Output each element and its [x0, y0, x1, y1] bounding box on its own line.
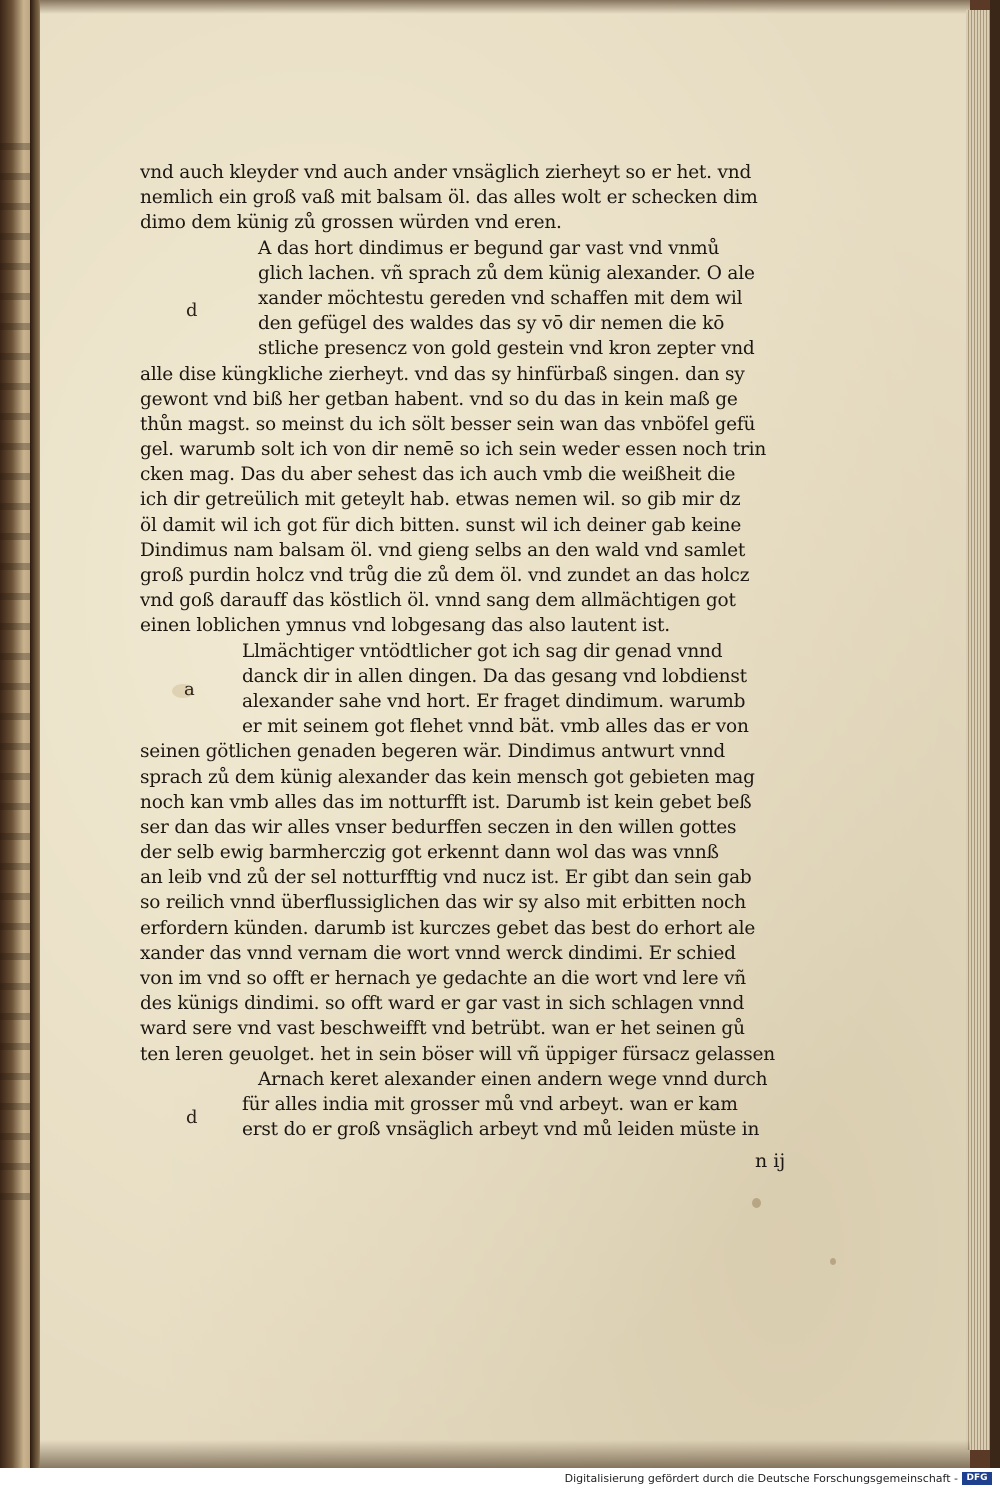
- text-line: einen loblichen ymnus vnd lobgesang das also lautent ist.: [140, 615, 670, 637]
- text-line: alle dise küngkliche zierheyt. vnd das sy hinfürbaß singen. dan sy: [140, 363, 745, 385]
- previous-page-text-fragments: [0, 140, 30, 1200]
- dfg-logo: DFG: [962, 1472, 992, 1485]
- text-line: ich dir getreülich mit geteylt hab. etwas nemen wil. so gib mir dz: [140, 489, 741, 511]
- text-line: vnd auch kleyder vnd auch ander vnsäglich zierheyt so er het. vnd: [140, 162, 752, 183]
- guide-letter: d: [186, 300, 198, 321]
- cover-edge: [990, 0, 1000, 1468]
- text-line: des künigs dindimi. so offt ward er gar vast in sich schlagen vnnd: [140, 993, 745, 1015]
- text-line: Llmächtiger vntödtlicher got ich sag dir genad vnnd: [242, 640, 723, 662]
- text-line: Dindimus nam balsam öl. vnd gieng selbs an den wald vnd samlet: [140, 539, 746, 561]
- text-line: alexander sahe vnd hort. Er fraget dindimum. warumb: [242, 690, 746, 712]
- text-line: A das hort dindimus er begund gar vast vnd vnmů: [258, 237, 720, 259]
- text-line: sprach zů dem künig alexander das kein mensch got gebieten mag: [140, 766, 755, 788]
- text-line: an leib vnd zů der sel notturfftig vnd nucz ist. Er gibt dan sein gab: [140, 867, 752, 889]
- text-line: Arnach keret alexander einen andern wege vnnd durch: [258, 1068, 768, 1090]
- text-line: öl damit wil ich got für dich bitten. sunst wil ich deiner gab keine: [140, 514, 742, 536]
- text-line: ser dan das wir alles vnser bedurffen seczen in den willen gottes: [140, 816, 737, 838]
- text-line: erfordern künden. darumb ist kurczes gebet das best do erhort ale: [140, 917, 756, 939]
- guide-letter: a: [184, 679, 195, 700]
- text-line: erst do er groß vnsäglich arbeyt vnd mů leiden müste in: [242, 1119, 760, 1141]
- page-top-shadow: [40, 0, 970, 14]
- text-line: er mit seinem got flehet vnnd bät. vmb alles das er von: [242, 716, 749, 738]
- text-line: glich lachen. vñ sprach zů dem künig alexander. O ale: [258, 262, 755, 284]
- text-line: xander das vnnd vernam die wort vnnd werck dindimi. Er schied: [140, 942, 736, 964]
- guide-letter: d: [186, 1107, 198, 1128]
- text-line: cken mag. Das du aber sehest das ich auch vmb die weißheit die: [140, 464, 736, 486]
- text-line: den gefügel des waldes das sy vō dir nemen die kō: [258, 313, 725, 335]
- text-line: groß purdin holcz vnd trůg die zů dem öl. vnd zundet an das holcz: [140, 565, 750, 586]
- text-line: xander möchtestu gereden vnd schaffen mit dem wil: [258, 287, 743, 309]
- text-line: nemlich ein groß vaß mit balsam öl. das alles wolt er schecken dim: [140, 187, 758, 209]
- text-line: thůn magst. so meinst du ich sölt besser sein wan das vnböfel gefü: [140, 413, 756, 435]
- text-line: von im vnd so offt er hernach ye gedachte an die wort vnd lere vñ: [140, 968, 746, 989]
- previous-page-edge: [0, 0, 34, 1468]
- signature-mark: n ij: [755, 1150, 786, 1172]
- text-line: so reilich vnnd überflussiglichen das wir sy also mit erbitten noch: [140, 892, 746, 914]
- text-line: vnd goß darauff das köstlich öl. vnnd sang dem allmächtigen got: [140, 590, 736, 612]
- funding-credit: Digitalisierung gefördert durch die Deutsche Forschungsgemeinschaft -: [564, 1472, 958, 1485]
- text-line: für alles india mit grosser mů vnd arbeyt. wan er kam: [242, 1093, 738, 1115]
- text-line: noch kan vmb alles das im notturfft ist. Darumb ist kein gebet beß: [140, 791, 752, 813]
- text-line: danck dir in allen dingen. Da das gesang vnd lobdienst: [242, 665, 747, 687]
- text-line: seinen götlichen genaden begeren wär. Dindimus antwurt vnnd: [140, 741, 726, 763]
- printed-text-block: [140, 160, 800, 1142]
- text-line: gel. warumb solt ich von dir nemē so ich sein weder essen noch trin: [140, 439, 767, 461]
- paper-stain: [830, 1258, 836, 1265]
- paper-stain: [752, 1198, 761, 1208]
- text-line: dimo dem künig zů grossen würden vnd eren.: [140, 212, 562, 234]
- text-line: ward sere vnd vast beschweifft vnd betrübt. wan er het seinen gů: [140, 1018, 745, 1040]
- text-line: ten leren geuolget. het in sein böser will vñ üppiger fürsacz gelassen: [140, 1043, 776, 1065]
- text-line: stliche presencz von gold gestein vnd kron zepter vnd: [258, 338, 755, 360]
- text-line: gewont vnd biß her getban habent. vnd so du das in kein maß ge: [140, 388, 738, 410]
- footer-bar: [0, 1468, 1000, 1490]
- page-bottom-shadow: [40, 1440, 970, 1468]
- text-line: der selb ewig barmherczig got erkennt dann wol das was vnnß: [140, 842, 719, 864]
